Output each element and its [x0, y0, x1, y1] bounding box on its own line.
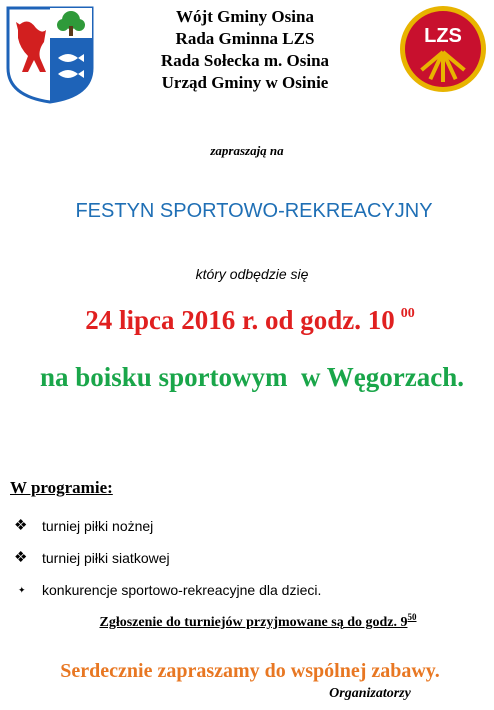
lzs-logo-icon — [398, 4, 488, 94]
event-title: FESTYN SPORTOWO-REKREACYJNY — [75, 200, 433, 222]
program-item-label: turniej piłki nożnej — [42, 518, 154, 534]
invite-text: zapraszają na — [210, 143, 284, 158]
organizer-line: Urząd Gminy w Osinie — [161, 73, 329, 92]
signature: Organizatorzy — [329, 686, 411, 701]
diamond-bullet-icon: ❖ — [14, 549, 28, 566]
program-item-label: konkurencje sportowo-rekreacyjne dla dzieci. — [42, 582, 322, 598]
diamond-bullet-icon: ❖ — [14, 517, 28, 534]
registration-note — [0, 612, 494, 631]
coat-of-arms-icon — [6, 6, 94, 104]
event-date — [0, 305, 494, 336]
organizer-line: Wójt Gminy Osina — [176, 7, 314, 26]
program-item-label: turniej piłki siatkowej — [42, 550, 170, 566]
program-item — [14, 542, 321, 574]
program-item — [14, 510, 321, 542]
event-date-text: 24 lipca 2016 r. od godz. 10 — [85, 305, 395, 335]
program-list — [14, 510, 321, 606]
lzs-logo-text: LZS — [424, 25, 462, 47]
program-heading-text: W programie — [10, 478, 108, 497]
star-bullet-icon: ✦ — [18, 585, 26, 595]
program-item — [14, 574, 321, 606]
registration-text: Zgłoszenie do turniejów przyjmowane są do godz. 9 — [99, 615, 408, 630]
event-date-minutes: 00 — [400, 306, 415, 321]
program-heading — [10, 478, 113, 498]
organizer-line: Rada Sołecka m. Osina — [160, 51, 330, 70]
event-venue: na boisku sportowym w Węgorzach. — [39, 362, 465, 392]
organizer-list — [100, 6, 390, 94]
organizer-line: Rada Gminna LZS — [175, 29, 315, 48]
registration-time-minutes: 50 — [407, 612, 417, 622]
program-heading-colon: : — [107, 478, 113, 497]
which-text: który odbędzie się — [195, 266, 309, 282]
closing-invitation: Serdecznie zapraszamy do wspólnej zabawy. — [60, 660, 440, 682]
